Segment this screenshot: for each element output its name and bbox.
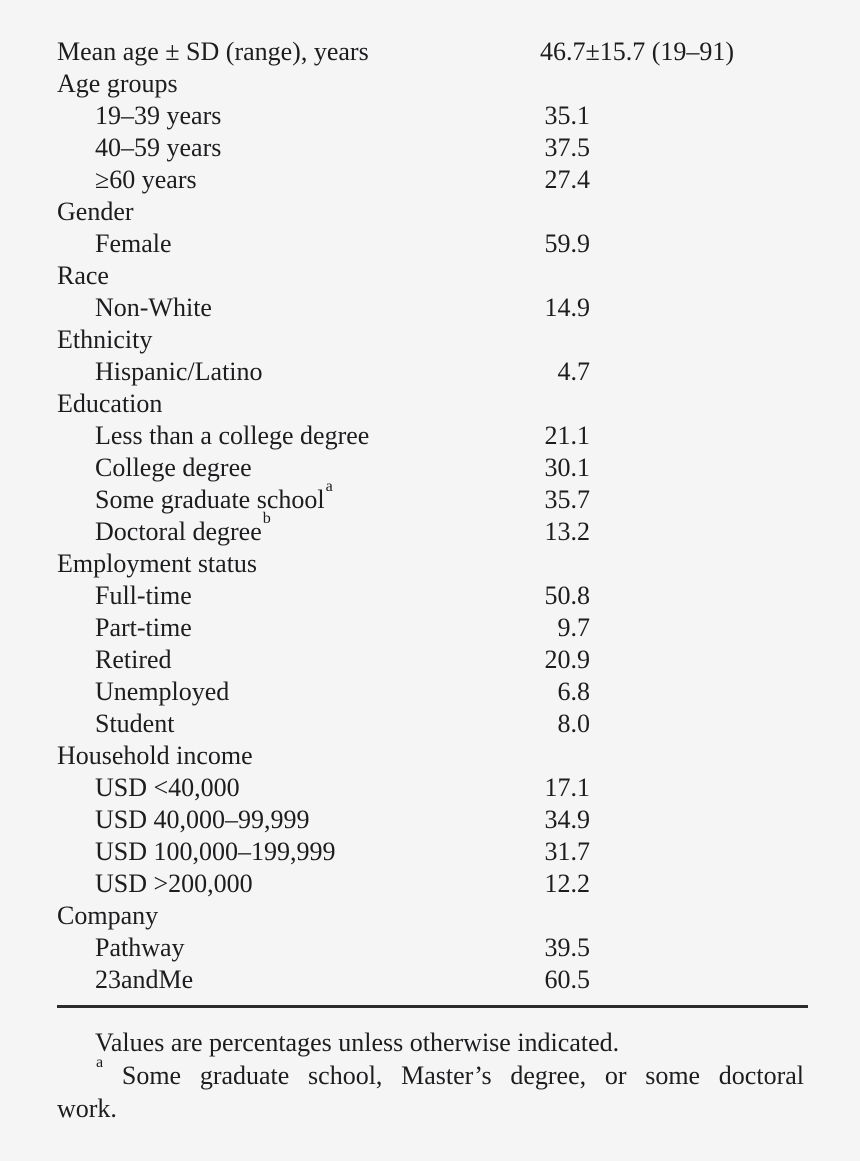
table-row — [57, 900, 590, 932]
row-label: Hispanic/Latino — [95, 357, 263, 386]
table-row — [57, 132, 590, 164]
row-value: 9.7 — [557, 613, 590, 642]
table-footnotes — [57, 1026, 804, 1125]
section-label: Race — [57, 261, 109, 290]
table-row — [57, 580, 590, 612]
row-value: 17.1 — [544, 773, 590, 802]
row-label: Non-White — [95, 293, 212, 322]
table-row — [57, 772, 590, 804]
row-label: Some graduate school$^a$ — [95, 478, 333, 514]
row-label: 19–39 years — [95, 101, 222, 130]
row-label: Pathway — [95, 933, 185, 962]
footnote-a — [57, 1059, 804, 1092]
row-value: 37.5 — [544, 133, 590, 162]
row-label: College degree — [95, 453, 252, 482]
row-value: 50.8 — [544, 581, 590, 610]
row-value: 60.5 — [544, 965, 590, 994]
table-row — [57, 228, 590, 260]
section-label: Gender — [57, 197, 134, 226]
row-label: USD 100,000–199,999 — [95, 837, 336, 866]
section-label: Company — [57, 901, 159, 930]
table-row — [57, 292, 590, 324]
table-row — [57, 324, 590, 356]
table-row — [57, 164, 590, 196]
row-value: 20.9 — [544, 645, 590, 674]
table-row — [57, 420, 590, 452]
table-bottom-rule — [57, 1005, 808, 1008]
row-label: Female — [95, 229, 172, 258]
table-row — [57, 36, 735, 68]
row-label: 23andMe — [95, 965, 194, 994]
table-row — [57, 68, 590, 100]
row-label: Unemployed — [95, 677, 230, 706]
table-row — [57, 510, 590, 548]
row-value: 4.7 — [557, 357, 590, 386]
table-row — [57, 708, 590, 740]
row-value: 30.1 — [544, 453, 590, 482]
row-value: 6.8 — [557, 677, 590, 706]
table-row — [57, 452, 590, 484]
row-value: 12.2 — [544, 869, 590, 898]
row-value: 34.9 — [544, 805, 590, 834]
row-value: 46.7±15.7 (19–91) — [540, 37, 735, 66]
row-label: USD >200,000 — [95, 869, 253, 898]
section-label: Mean age ± SD (range), years — [57, 37, 369, 66]
row-value: 35.1 — [544, 101, 590, 130]
superscript-marker: a — [325, 478, 333, 496]
row-value: 39.5 — [544, 933, 590, 962]
footnote-a-continuation: work. — [57, 1094, 117, 1123]
row-value: 13.2 — [544, 517, 590, 546]
table-row — [57, 836, 590, 868]
table-row — [57, 548, 590, 580]
row-value: 8.0 — [557, 709, 590, 738]
section-label: Household income — [57, 741, 253, 770]
row-label: ≥60 years — [95, 165, 197, 194]
row-label: Retired — [95, 645, 172, 674]
row-value: 27.4 — [544, 165, 590, 194]
row-value: 35.7 — [544, 485, 590, 514]
row-value: 21.1 — [544, 421, 590, 450]
footnote-a-text: Some graduate school, Master’s degree, or some doctoral — [121, 1061, 804, 1090]
row-label: USD 40,000–99,999 — [95, 805, 310, 834]
row-label: USD <40,000 — [95, 773, 240, 802]
row-label: 40–59 years — [95, 133, 222, 162]
table-row — [57, 612, 590, 644]
demographics-table — [57, 36, 735, 996]
table-row — [57, 356, 590, 388]
footnote-a-marker: a — [96, 1059, 104, 1072]
section-label: Employment status — [57, 549, 258, 578]
row-value: 59.9 — [544, 229, 590, 258]
row-label: Full-time — [95, 581, 192, 610]
row-label: Less than a college degree — [95, 421, 370, 450]
table-row — [57, 196, 590, 228]
table-row — [57, 100, 590, 132]
table-row — [57, 740, 590, 772]
section-label: Education — [57, 389, 163, 418]
section-label: Ethnicity — [57, 325, 153, 354]
table-rows — [57, 36, 735, 996]
table-row — [57, 478, 590, 516]
row-label: Student — [95, 709, 175, 738]
footnote-general: Values are percentages unless otherwise indicated. — [95, 1028, 620, 1057]
table-row — [57, 804, 590, 836]
row-value: 31.7 — [544, 837, 590, 866]
row-label: Part-time — [95, 613, 192, 642]
superscript-marker: b — [262, 510, 271, 528]
section-label: Age groups — [57, 69, 178, 98]
table-row — [57, 388, 590, 420]
row-label: Doctoral degree$^b$ — [95, 510, 271, 546]
row-value: 14.9 — [544, 293, 590, 322]
table-row — [57, 260, 590, 292]
table-row — [57, 964, 590, 996]
table-row — [57, 932, 590, 964]
table-row — [57, 644, 590, 676]
table-row — [57, 676, 590, 708]
table-row — [57, 868, 590, 900]
